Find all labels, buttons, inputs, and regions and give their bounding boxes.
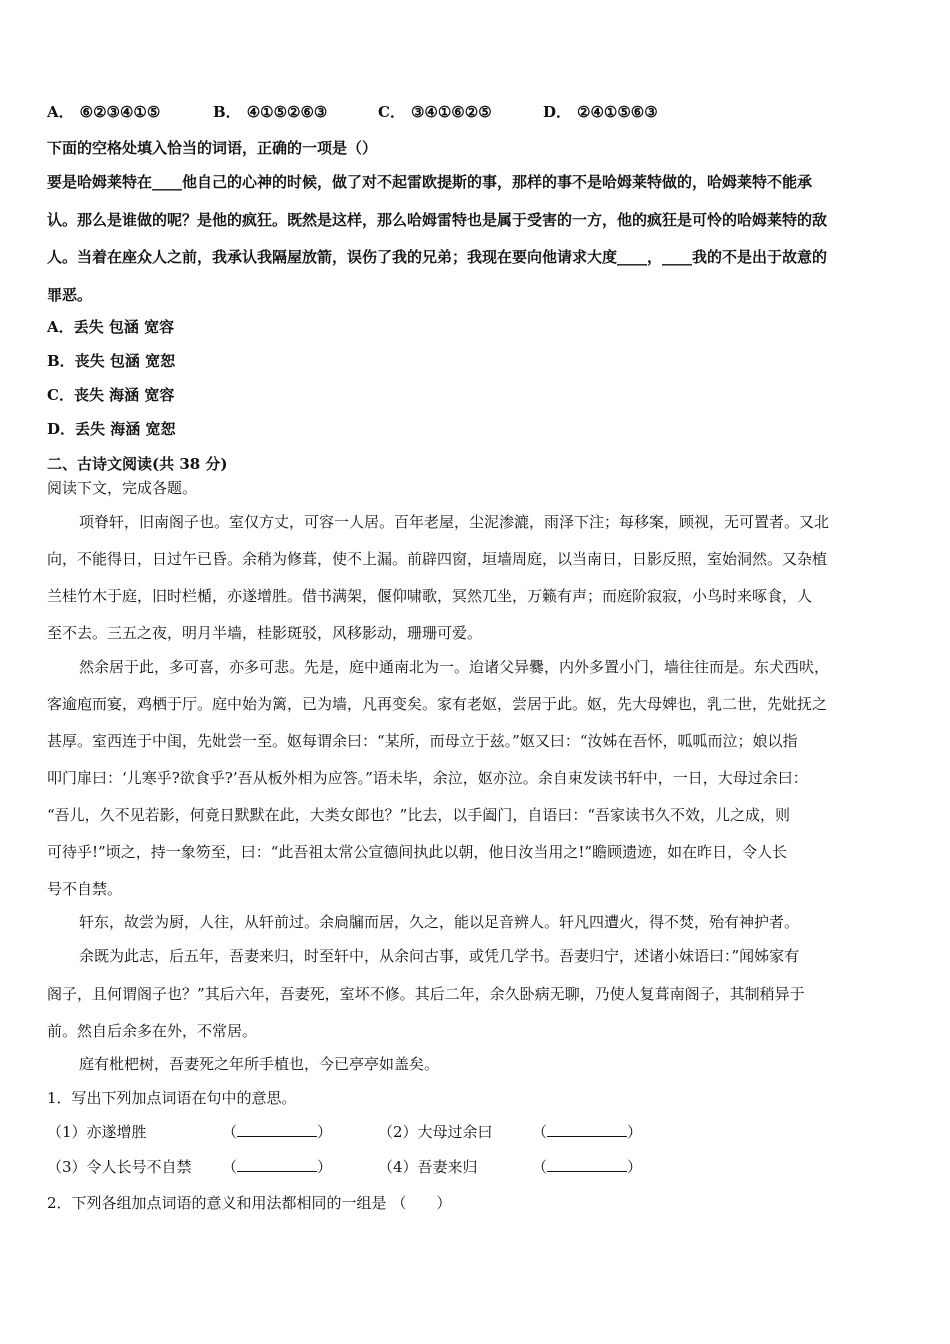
option-a: A． ⑥②③④①⑤ [47,103,161,121]
fill-item-4: （4）吾妻来归 [378,1158,478,1176]
classical-line: 项脊轩，旧南阁子也。室仅方丈，可容一人居。百年老屋，尘泥渗漉，雨泽下注；每移案，顾视，无可置者。又北 [79,513,830,531]
passage-line: 要是哈姆莱特在____他自己的心神的时候，做了对不起雷欧提斯的事，那样的事不是哈姆莱特做的，哈姆莱特不能承 [47,173,813,191]
choice-a: A．丢失 包涵 宽容 [47,318,175,336]
classical-line: 叩门扉曰：‘儿寒乎?欲食乎?’吾从板外相为应答。”语未毕，余泣，妪亦泣。余自束发读书轩中，一日，大母过余曰： [47,769,808,787]
passage-line: 罪恶。 [47,286,93,304]
fill-item-2: （2）大母过余曰 [378,1123,493,1141]
choice-b: B．丧失 包涵 宽恕 [47,352,176,370]
option-b: B． ④①⑤②⑥③ [213,103,328,121]
answer-blank-3[interactable]: （ ） [222,1158,333,1176]
classical-line: “吾儿，久不见若影，何竟日默默在此，大类女郎也？”比去，以手阖门，自语曰：“吾家读书久不效，儿之成，则 [47,806,791,824]
classical-line: 前。然自后余多在外，不常居。 [47,1022,258,1040]
option-c: C． ③④①⑥②⑤ [378,103,492,121]
classical-line: 庭有枇杷树，吾妻死之年所手植也，今已亭亭如盖矣。 [79,1055,440,1073]
classical-line: 可待乎!”顷之，持一象笏至，曰：“此吾祖太常公宣德间执此以朝，他日汝当用之!”瞻顾遗迹，如在昨日，令人长 [47,843,788,861]
fill-item-3: （3）令人长号不自禁 [47,1158,192,1176]
classical-line: 客逾庖而宴，鸡栖于厅。庭中始为篱，已为墙，凡再变矣。家有老妪，尝居于此。妪，先大母婢也，乳二世，先妣抚之 [47,695,828,713]
classical-line: 兰桂竹木于庭，旧时栏楯，亦遂增胜。借书满架，偃仰啸歌，冥然兀坐，万籁有声；而庭阶寂寂，小鸟时来啄食，人 [47,587,813,605]
classical-line: 至不去。三五之夜，明月半墙，桂影斑驳，风移影动，珊珊可爱。 [47,624,483,642]
answer-blank-4[interactable]: （ ） [532,1158,643,1176]
classical-line: 号不自禁。 [47,880,123,898]
classical-line: 向，不能得日，日过午已昏。余稍为修葺，使不上漏。前辟四窗，垣墙周庭，以当南日，日影反照，室始洞然。又杂植 [47,550,828,568]
question-prompt: 下面的空格处填入恰当的词语，正确的一项是（） [47,139,378,157]
option-d: D． ②④①⑤⑥③ [543,103,658,121]
section-instruction: 阅读下文，完成各题。 [47,479,198,497]
answer-blank-2[interactable]: （ ） [532,1123,643,1141]
subquestion-1-prompt: 1．写出下列加点词语在句中的意思。 [47,1089,297,1107]
subquestion-2-prompt: 2．下列各组加点词语的意义和用法都相同的一组是 （ ） [47,1194,452,1212]
classical-line: 然余居于此，多可喜，亦多可悲。先是，庭中通南北为一。迨诸父异爨，内外多置小门，墙往往而是。东犬西吠， [79,658,830,676]
fill-item-1: （1）亦遂增胜 [47,1123,147,1141]
choice-d: D．丢失 海涵 宽恕 [47,420,176,438]
classical-line: 余既为此志，后五年，吾妻来归，时至轩中，从余问古事，或凭几学书。吾妻归宁，述诸小妹语曰：”闻姊家有 [79,947,800,965]
classical-line: 轩东，故尝为厨，人往，从轩前过。余扃牖而居，久之，能以足音辨人。轩凡四遭火，得不焚，殆有神护者。 [79,913,800,931]
passage-line: 认。那么是谁做的呢？是他的疯狂。既然是这样，那么哈姆雷特也是属于受害的一方，他的疯狂是可怜的哈姆莱特的敌 [47,211,828,229]
passage-line: 人。当着在座众人之前，我承认我隔屋放箭，误伤了我的兄弟；我现在要向他请求大度____，____我的不是出于故意的 [47,248,828,266]
classical-line: 阁子，且何谓阁子也？”其后六年，吾妻死，室坏不修。其后二年，余久卧病无聊，乃使人复葺南阁子，其制稍异于 [47,985,805,1003]
classical-line: 甚厚。室西连于中闺，先妣尝一至。妪每谓余曰：“某所，而母立于兹。”妪又曰：“汝姊在吾怀，呱呱而泣；娘以指 [47,732,798,750]
choice-c: C．丧失 海涵 宽容 [47,386,175,404]
answer-blank-1[interactable]: （ ） [222,1123,333,1141]
section-heading: 二、古诗文阅读(共 38 分) [47,455,228,473]
